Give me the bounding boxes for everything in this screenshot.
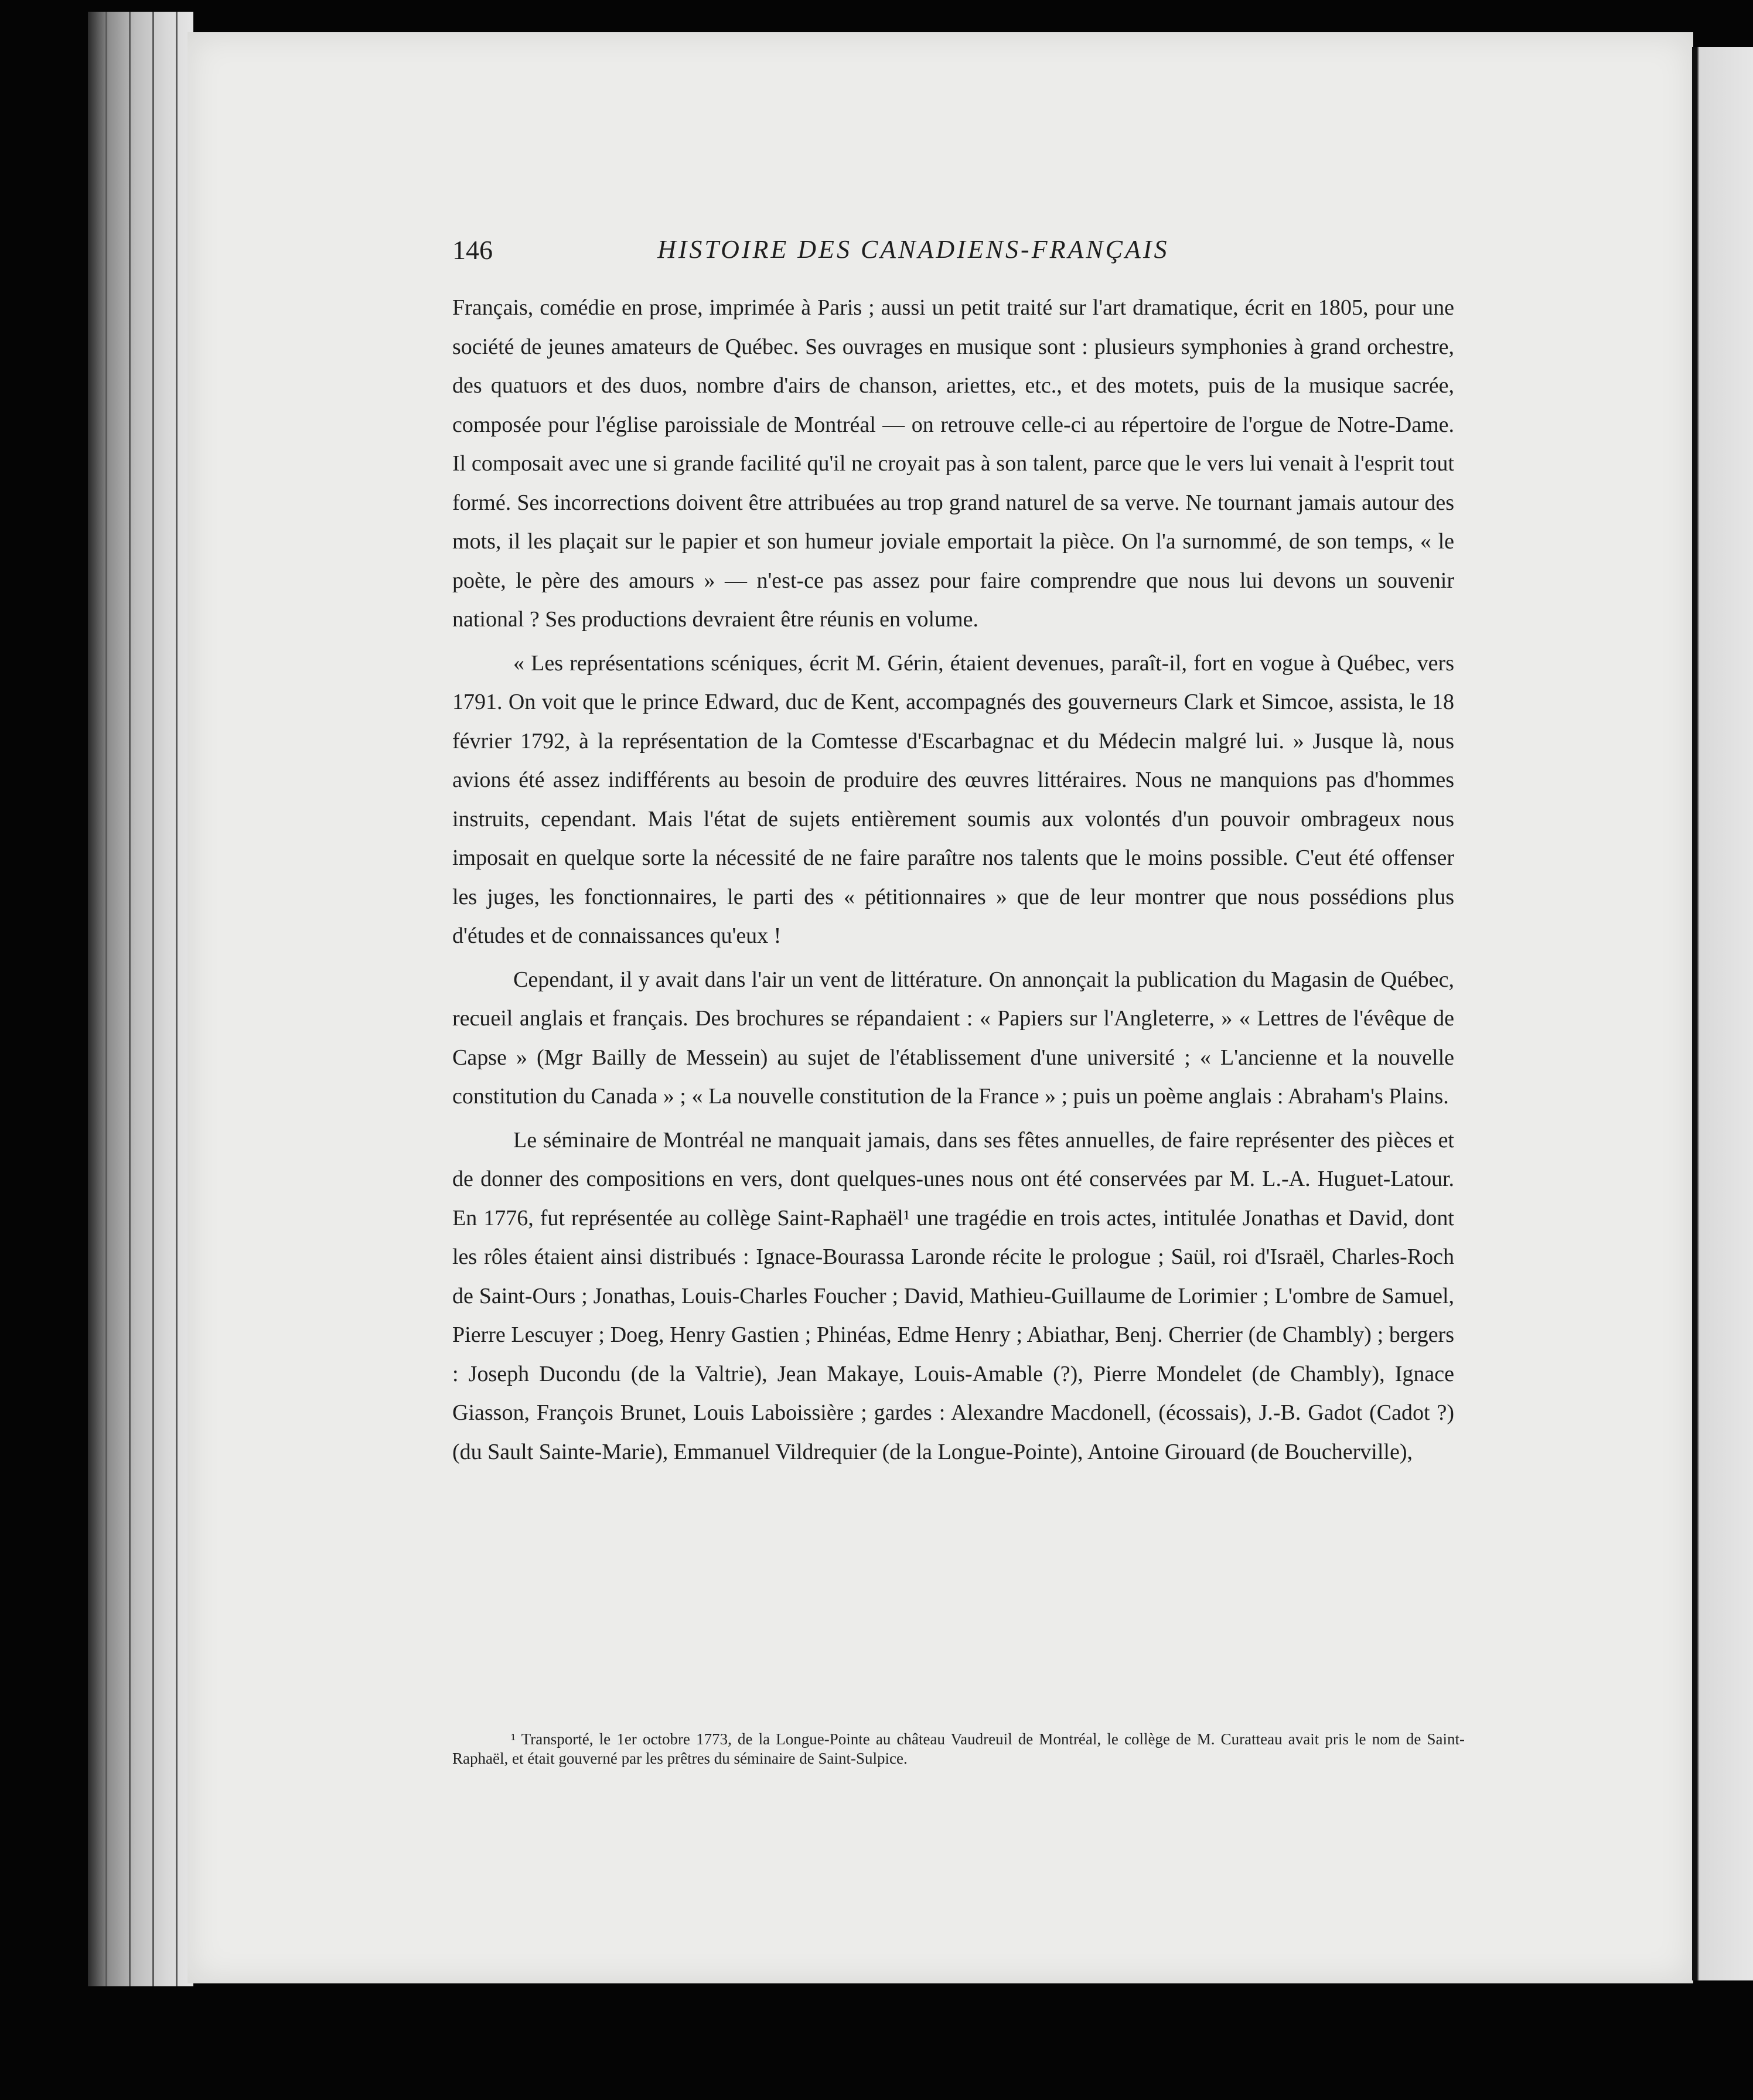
paragraph: Le séminaire de Montréal ne manquait jamais, dans ses fêtes annuelles, de faire représenter des pièces et de donner des compositions en vers, dont quelques-unes nous ont été conservées par M. L.-A. Huguet-Latour. En 1776, fut représentée au collège Saint-Raphaël¹ une tragédie en trois actes, intitulée Jonathas et David, dont les rôles étaient ainsi distribués : Ignace-Bourassa Laronde récite le prologue ; Saül, roi d'Israël, Charles-Roch de Saint-Ours ; Jonathas, Louis-Charles Foucher ; David, Mathieu-Guillaume de Lorimier ; L'ombre de Samuel, Pierre Lescuyer ; Doeg, Henry Gastien ; Phinéas, Edme Henry ; Abiathar, Benj. Cherrier (de Chambly) ; bergers : Joseph Ducondu (de la Valtrie), Jean Makaye, Louis-Amable (?), Pierre Mondelet (de Chambly), Ignace Giasson, François Brunet, Louis Laboissière ; gardes : Alexandre Macdonell, (écossais), J.-B. Gadot (Cadot ?) (du Sault Sainte-Marie), Emmanuel Vildrequier (de la Longue-Pointe), Antoine Girouard (de Boucherville), [452,1127,1454,1464]
page-edge-line [129,12,131,1986]
paragraph: Cependant, il y avait dans l'air un vent de littérature. On annonçait la publication du Magasin de Québec, recueil anglais et français. Des brochures se répandaient : « Papiers sur l'Angleterre, » « Lettres de l'évêque de Capse » (Mgr Bailly de Messein) au sujet de l'établissement d'une université ; « L'ancienne et la nouvelle constitution du Canada » ; « La nouvelle constitution de la France » ; puis un poème anglais : Abraham's Plains. [452,967,1454,1109]
page-header [452,229,1465,270]
book-page-edges [88,12,193,1986]
page-edge-line [152,12,154,1986]
footnote: ¹ Transporté, le 1er octobre 1773, de la Longue-Pointe au château Vaudreuil de Montréal, le collège de M. Curatteau avait pris le nom de Saint-Raphaël, et était gouverné par les prêtres du séminaire de Saint-Sulpice. [452,1730,1465,1767]
body-text [452,288,1454,1471]
facing-page-edge [1692,47,1753,1980]
page-edge-line [176,12,178,1986]
page-number: 146 [452,235,493,265]
running-title: HISTOIRE DES CANADIENS-FRANÇAIS [657,235,1169,264]
paragraph: Français, comédie en prose, imprimée à Paris ; aussi un petit traité sur l'art dramatique, écrit en 1805, pour une société de jeunes amateurs de Québec. Ses ouvrages en musique sont : plusieurs symphonies à grand orchestre, des quatuors et des duos, nombre d'airs de chanson, ariettes, etc., et des motets, puis de la musique sacrée, composée pour l'église paroissiale de Montréal — on retrouve celle-ci au répertoire de l'orgue de Notre-Dame. Il composait avec une si grande facilité qu'il ne croyait pas à son talent, parce que le vers lui venait à l'esprit tout formé. Ses incorrections doivent être attribuées au trop grand naturel de sa verve. Ne tournant jamais autour des mots, il les plaçait sur le papier et son humeur joviale emportait la pièce. On l'a surnommé, de son temps, « le poète, le père des amours » — n'est-ce pas assez pour faire comprendre que nous lui devons un souvenir national ? Ses productions devraient être réunis en volume. [452,295,1454,632]
paragraph: « Les représentations scéniques, écrit M. Gérin, étaient devenues, paraît-il, fort en vogue à Québec, vers 1791. On voit que le prince Edward, duc de Kent, accompagnés des gouverneurs Clark et Simcoe, assista, le 18 février 1792, à la représentation de la Comtesse d'Escarbagnac et du Médecin malgré lui. » Jusque là, nous avions été assez indifférents au besoin de produire des œuvres littéraires. Nous ne manquions pas d'hommes instruits, cependant. Mais l'état de sujets entièrement soumis aux volontés d'un pouvoir ombrageux nous imposait en quelque sorte la nécessité de ne faire paraître nos talents que le moins possible. C'eut été offenser les juges, les fonctionnaires, le parti des « pétitionnaires » que de leur montrer que nous possédions plus d'études et de connaissances qu'eux ! [452,650,1454,948]
page-edge-line [105,12,107,1986]
